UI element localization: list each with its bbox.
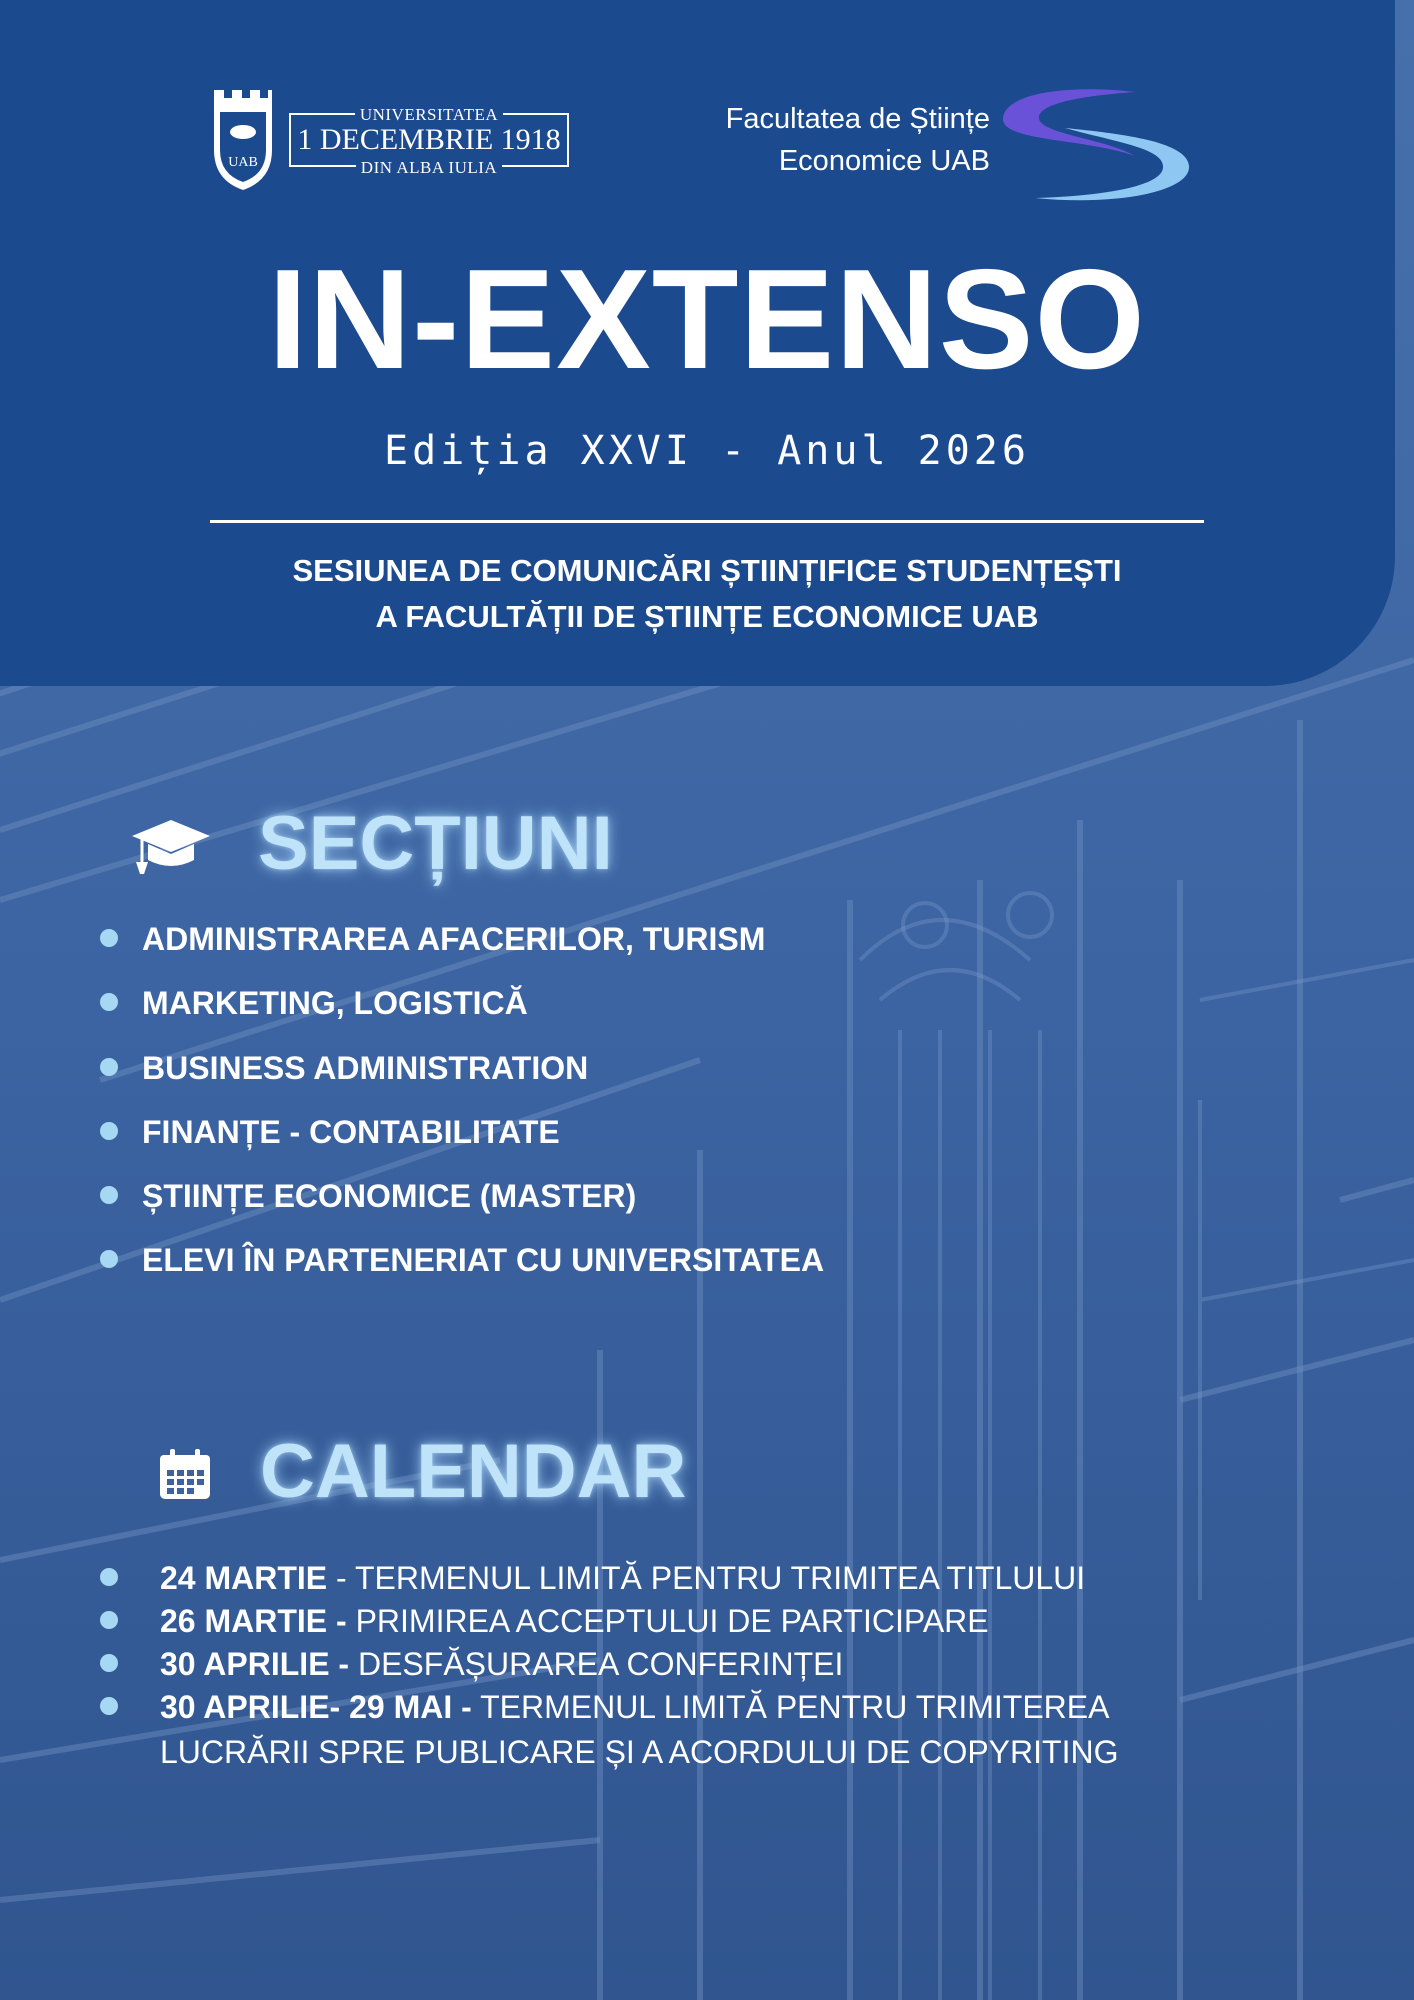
bullet-dot	[100, 1058, 118, 1076]
section-item	[100, 1111, 824, 1175]
sections-list	[100, 918, 824, 1304]
calendar-item	[100, 1556, 1118, 1601]
university-logo	[210, 86, 570, 194]
faculty-name-line-1: Facultatea de Științe	[725, 103, 990, 135]
section-item-label: FINANȚE - CONTABILITATE	[142, 1113, 560, 1150]
calendar-list	[100, 1556, 1118, 1773]
bullet-dot	[100, 993, 118, 1011]
bullet-dot	[100, 1654, 118, 1672]
section-item	[100, 1175, 824, 1239]
event-subtitle	[0, 548, 1414, 640]
section-item	[100, 1239, 824, 1303]
section-item-label: BUSINESS ADMINISTRATION	[142, 1049, 589, 1086]
calendar-heading: CALENDAR	[260, 1429, 687, 1514]
section-item	[100, 982, 824, 1046]
calendar-item	[100, 1685, 1118, 1775]
sections-heading: SECȚIUNI	[258, 801, 613, 886]
faculty-swoosh-logo-icon	[995, 86, 1195, 204]
bullet-dot	[100, 1611, 118, 1629]
bullet-dot	[100, 1122, 118, 1140]
calendar-description: DESFĂȘURAREA CONFERINȚEI	[349, 1646, 844, 1682]
section-item-label: ELEVI ÎN PARTENERIAT CU UNIVERSITATEA	[142, 1242, 825, 1279]
university-line-2: 1 DECEMBRIE 1918	[297, 123, 561, 156]
calendar-date: 30 APRILIE- 29 MAI -	[160, 1689, 472, 1725]
section-item	[100, 1047, 824, 1111]
bullet-dot	[100, 929, 118, 947]
university-shield-icon	[210, 86, 276, 194]
section-item	[100, 918, 824, 982]
calendar-date: 30 APRILIE -	[160, 1646, 350, 1682]
calendar-description: - TERMENUL LIMITĂ PENTRU TRIMITEA TITLULUI	[327, 1560, 1086, 1596]
shield-text: UAB	[228, 155, 258, 170]
calendar-item	[100, 1599, 1118, 1644]
faculty-name-line-2: Economice UAB	[778, 145, 990, 177]
bullet-dot	[100, 1250, 118, 1268]
calendar-description: TERMENUL LIMITĂ PENTRU TRIMITEREA	[471, 1689, 1110, 1725]
bullet-dot	[100, 1568, 118, 1586]
bullet-dot	[100, 1697, 118, 1715]
section-item-label: ADMINISTRAREA AFACERILOR, TURISM	[142, 921, 766, 957]
calendar-date: 24 MARTIE	[160, 1560, 328, 1596]
faculty-name	[680, 98, 990, 182]
subtitle-line-2: A FACULTĂȚII DE ȘTIINȚE ECONOMICE UAB	[375, 599, 1039, 634]
event-title: IN-EXTENSO	[268, 240, 1146, 399]
section-item-label: ȘTIINȚE ECONOMICE (MASTER)	[142, 1178, 637, 1215]
section-item-label: MARKETING, LOGISTICĂ	[142, 985, 528, 1022]
university-line-3: DIN ALBA IULIA	[289, 158, 569, 178]
subtitle-line-1: SESIUNEA DE COMUNICĂRI ȘTIINȚIFICE STUDENȚEȘTI	[292, 553, 1122, 588]
bullet-dot	[100, 1186, 118, 1204]
calendar-item	[100, 1642, 1118, 1687]
calendar-description: PRIMIREA ACCEPTULUI DE PARTICIPARE	[346, 1603, 989, 1639]
edition-text: Ediția XXVI - Anul 2026	[384, 428, 1030, 474]
calendar-date: 26 MARTIE -	[160, 1603, 347, 1639]
header-divider	[210, 520, 1204, 523]
calendar-icon	[158, 1447, 212, 1501]
university-line-1: UNIVERSITATEA	[289, 105, 569, 125]
calendar-description-continued: LUCRĂRII SPRE PUBLICARE ȘI A ACORDULUI DE COPYRITING	[160, 1734, 1119, 1770]
header-panel	[0, 0, 1395, 686]
graduation-cap-icon	[130, 818, 212, 876]
